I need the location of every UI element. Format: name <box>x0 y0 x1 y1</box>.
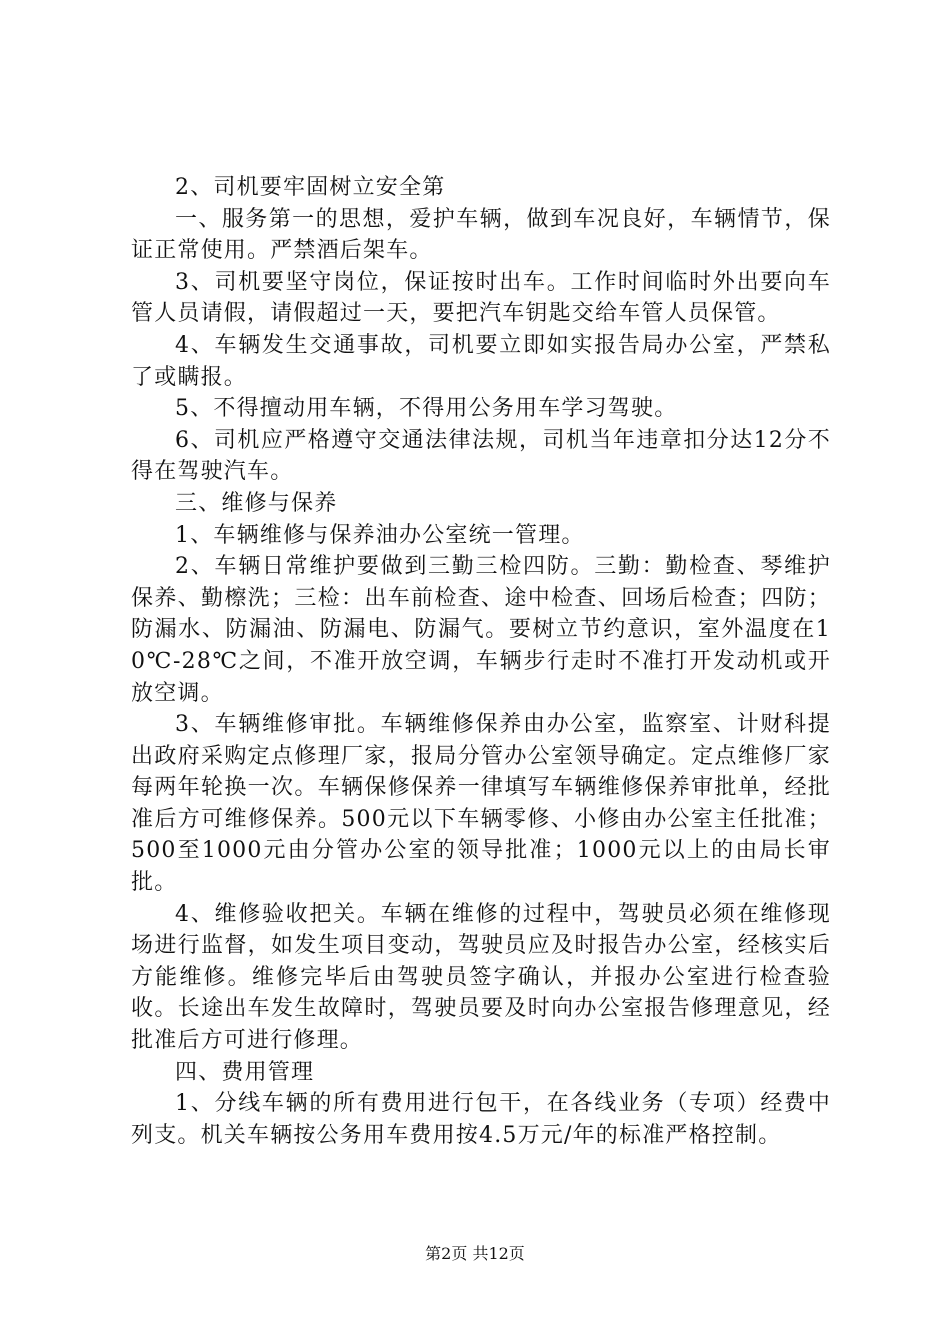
section-heading-expenses: 四、费用管理 <box>175 1059 315 1085</box>
paragraph-daily-maintenance: 2、车辆日常维护要做到三勤三检四防。三勤：勤检查、琴维护保养、勤檫洗；三检：出车前检查、途中检查、回场后检查；四防；防漏水、防漏油、防漏电、防漏气。要树立节约意识，室外温度在10℃-28℃之间，不准开放空调，车辆步行走时不准打开发动机或开放空调。 <box>131 554 831 706</box>
document-body <box>131 172 831 1151</box>
paragraph-stay-at-post: 3、司机要坚守岗位，保证按时出车。工作时间临时外出要向车管人员请假，请假超过一天，要把汽车钥匙交给车管人员保管。 <box>131 269 831 327</box>
paragraph-repair-acceptance: 4、维修验收把关。车辆在维修的过程中，驾驶员必须在维修现场进行监督，如发生项目变动，驾驶员应及时报告办公室，经核实后方能维修。维修完毕后由驾驶员签字确认，并报办公室进行检查验收。长途出车发生故障时，驾驶员要及时向办公室报告修理意见，经批准后方可进行修理。 <box>131 901 831 1054</box>
paragraph-traffic-accident: 4、车辆发生交通事故，司机要立即如实报告局办公室，严禁私了或瞒报。 <box>131 332 831 390</box>
paragraph-safety-first: 2、司机要牢固树立安全第 <box>175 175 446 200</box>
paragraph-service-first: 一、服务第一的思想，爱护车辆，做到车况良好，车辆情节，保证正常使用。严禁酒后架车。 <box>131 206 831 264</box>
paragraph-expense-control: 1、分线车辆的所有费用进行包干，在各线业务（专项）经费中列支。机关车辆按公务用车费用按4.5万元/年的标准严格控制。 <box>131 1091 831 1148</box>
section-heading-maintenance: 三、维修与保养 <box>175 490 338 516</box>
paragraph-repair-approval: 3、车辆维修审批。车辆维修保养由办公室，监察室、计财科提出政府采购定点修理厂家，报局分管办公室领导确定。定点维修厂家每两年轮换一次。车辆保修保养一律填写车辆维修保养审批单，经批准后方可维修保养。500元以下车辆零修、小修由办公室主任批准；500至1000元由分管办公室的领导批准；1000元以上的由局长审批。 <box>131 712 831 896</box>
paragraph-maintenance-management: 1、车辆维修与保养油办公室统一管理。 <box>175 522 585 548</box>
paragraph-no-unauthorized-use: 5、不得擅动用车辆，不得用公务用车学习驾驶。 <box>175 396 678 422</box>
page-number-footer: 第2页 共12页 <box>425 1244 525 1263</box>
paragraph-traffic-laws: 6、司机应严格遵守交通法律法规，司机当年违章扣分达12分不得在驾驶汽车。 <box>131 427 831 485</box>
